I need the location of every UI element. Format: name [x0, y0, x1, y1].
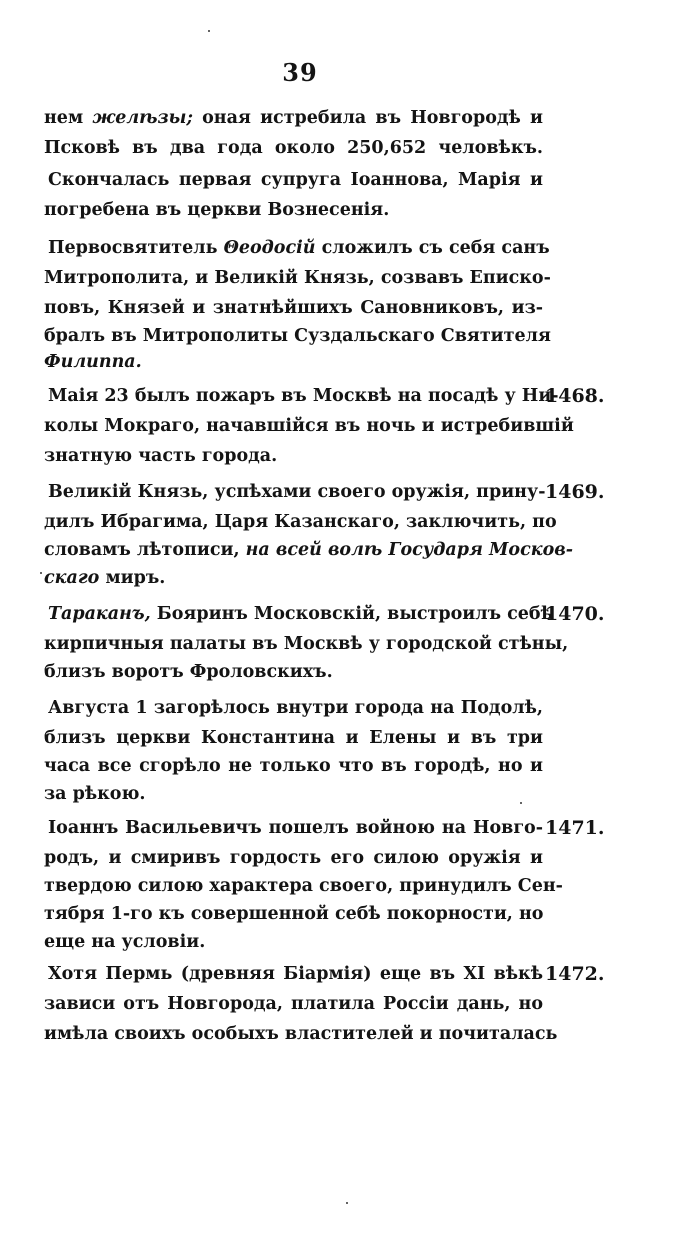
- text-line: имѣла своихъ особыхъ властителей и почиталась: [44, 1024, 558, 1044]
- text-line: Скончалась первая супруга Іоаннова, Марія и: [48, 170, 543, 190]
- text-line: Маія 23 былъ пожаръ въ Москвѣ на посадѣ у Ни-: [48, 386, 559, 406]
- text-line: твердою силою характера своего, принудилъ Сен-: [44, 876, 563, 896]
- margin-year: 1471.: [545, 817, 605, 839]
- text-line: скаго миръ.: [44, 568, 166, 588]
- text-line: близъ воротъ Фроловскихъ.: [44, 662, 333, 682]
- text-line: словамъ лѣтописи, на всей волѣ Государя Москов-: [44, 540, 573, 560]
- scan-speck: [346, 1202, 348, 1204]
- text-line: еще на условіи.: [44, 932, 206, 952]
- text-line: за рѣкою.: [44, 784, 146, 804]
- text-line: Митрополита, и Великій Князь, созвавъ Еписко-: [44, 268, 551, 288]
- text-line: погребена въ церкви Вознесенія.: [44, 200, 390, 220]
- text-line: Іоаннъ Васильевичъ пошелъ войною на Новго-: [48, 818, 543, 838]
- text-line: Великій Князь, успѣхами своего оружія, прину-: [48, 482, 546, 502]
- margin-year: 1470.: [545, 603, 605, 625]
- text-line: Филиппа.: [44, 352, 142, 372]
- text-line: родъ, и смиривъ гордость его силою оружія и: [44, 848, 543, 868]
- text-line: Хотя Пермь (древняя Біармія) еще въ XI вѣкѣ: [48, 964, 543, 984]
- scan-speck: [40, 572, 42, 574]
- text-line: знатную часть города.: [44, 446, 278, 466]
- text-line: Первосвятитель Θеодосій сложилъ съ себя санъ: [48, 238, 550, 258]
- text-line: Тараканъ, Бояринъ Московскій, выстроилъ себѣ: [48, 604, 553, 624]
- margin-year: 1469.: [545, 481, 605, 503]
- text-line: колы Мокраго, начавшійся въ ночь и истребившій: [44, 416, 574, 436]
- text-line: повъ, Князей и знатнѣйшихъ Сановниковъ, из-: [44, 298, 543, 318]
- scan-speck: [520, 802, 522, 804]
- text-line: кирпичныя палаты въ Москвѣ у городской стѣны,: [44, 634, 569, 654]
- text-line: близъ церкви Константина и Елены и въ три: [44, 728, 543, 748]
- text-line: тября 1-го къ совершенной себѣ покорности, но: [44, 904, 544, 924]
- text-line: бралъ въ Митрополиты Суздальскаго Святителя: [44, 326, 551, 346]
- text-line: зависи отъ Новгорода, платила Россіи дань, но: [44, 994, 543, 1014]
- scan-speck: [208, 30, 210, 32]
- page-number: 39: [282, 58, 318, 87]
- text-line: часа все сгорѣло не только что въ городѣ, но и: [44, 756, 543, 776]
- text-line: нем желѣзы; оная истребила въ Новгородѣ и: [44, 108, 544, 128]
- margin-year: 1468.: [545, 385, 605, 407]
- text-line: Августа 1 загорѣлось внутри города на Подолѣ,: [48, 698, 543, 718]
- text-line: Псковѣ въ два года около 250,652 человѣкъ.: [44, 138, 543, 158]
- text-line: дилъ Ибрагима, Царя Казанскаго, заключить, по: [44, 512, 557, 532]
- margin-year: 1472.: [545, 963, 605, 985]
